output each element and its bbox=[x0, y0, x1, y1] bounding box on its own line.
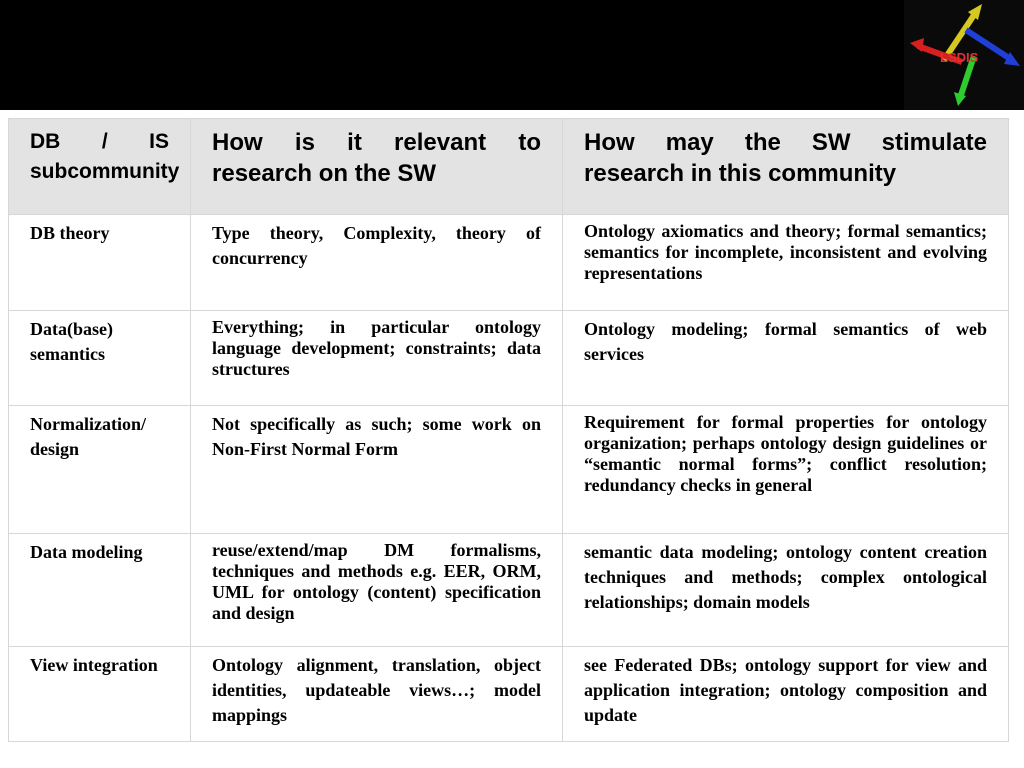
row-relevance: Ontology alignment, translation, object identities, updateable views…; model mappings bbox=[191, 647, 563, 742]
row-community: Normalization/ design bbox=[9, 406, 191, 534]
row-relevance: Type theory, Complexity, theory of concurrency bbox=[191, 215, 563, 311]
row-stimulus: Requirement for formal properties for ontology organization; perhaps ontology design guidelines or “semantic normal forms”; conflict resolution; redundancy checks in general bbox=[563, 406, 1009, 534]
table-row bbox=[9, 534, 1009, 647]
table-row bbox=[9, 311, 1009, 406]
row-community: DB theory bbox=[9, 215, 191, 311]
row-community: Data modeling bbox=[9, 534, 191, 647]
header-stimulus: How may the SW stimulate research in this community bbox=[563, 119, 1009, 215]
comparison-table bbox=[8, 118, 1009, 742]
lsdis-logo bbox=[904, 0, 1024, 110]
row-relevance: Everything; in particular ontology language development; constraints; data structures bbox=[191, 311, 563, 406]
header-subcommunity: DB / IS subcommunity bbox=[9, 119, 191, 215]
table-row bbox=[9, 406, 1009, 534]
row-stimulus: Ontology modeling; formal semantics of web services bbox=[563, 311, 1009, 406]
table-row bbox=[9, 215, 1009, 311]
row-stimulus: see Federated DBs; ontology support for view and application integration; ontology composition and update bbox=[563, 647, 1009, 742]
row-relevance: reuse/extend/map DM formalisms, techniques and methods e.g. EER, ORM, UML for ontology (content) specification and design bbox=[191, 534, 563, 647]
lsdis-logo-icon bbox=[904, 0, 1024, 110]
table-row bbox=[9, 647, 1009, 742]
row-relevance: Not specifically as such; some work on Non-First Normal Form bbox=[191, 406, 563, 534]
row-community: View integration bbox=[9, 647, 191, 742]
row-stimulus: semantic data modeling; ontology content creation techniques and methods; complex ontological relationships; domain models bbox=[563, 534, 1009, 647]
header-relevance: How is it relevant to research on the SW bbox=[191, 119, 563, 215]
row-stimulus: Ontology axiomatics and theory; formal semantics; semantics for incomplete, inconsistent and evolving representations bbox=[563, 215, 1009, 311]
row-community: Data(base) semantics bbox=[9, 311, 191, 406]
logo-text: LSDIS bbox=[940, 50, 979, 65]
table-header-row bbox=[9, 119, 1009, 215]
title-bar bbox=[0, 0, 1024, 110]
